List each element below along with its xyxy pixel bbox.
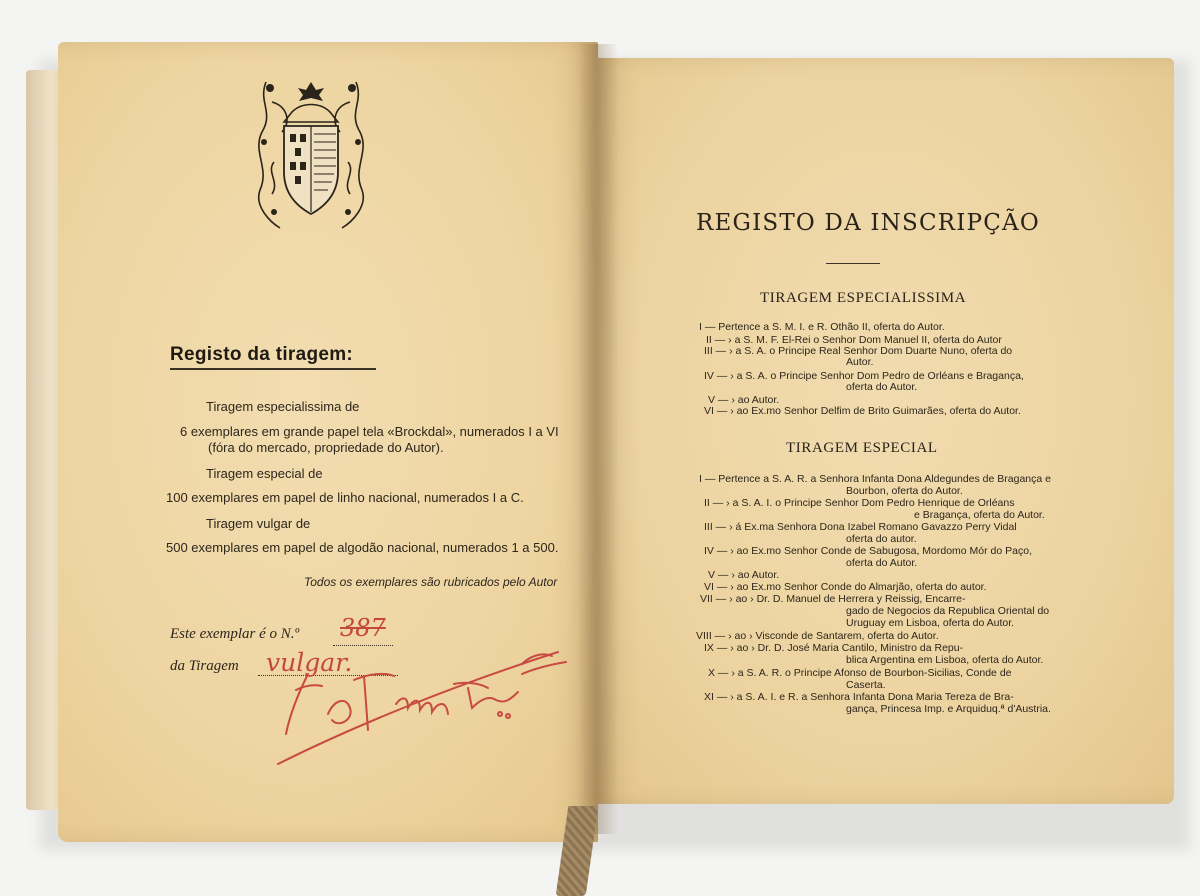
- tiragem-vulgar-detail: 500 exemplares em papel de algodão nacional, numerados 1 a 500.: [166, 540, 559, 555]
- rubric-note: Todos os exemplares são rubricados pelo Autor: [304, 575, 558, 589]
- especial-row-5: V — › ao Autor.: [708, 569, 780, 581]
- coat-of-arms-illustration: [252, 72, 370, 230]
- especial-row-10: X — › a S. A. R. o Principe Afonso de Bourbon-Sicilias, Conde de: [708, 667, 1012, 679]
- tiragem-especialissima-label: Tiragem especialissima de: [206, 399, 360, 414]
- especial-row-4: IV — › ao Ex.mo Senhor Conde de Sabugosa, Mordomo Mór do Paço,: [704, 545, 1033, 557]
- title-separator: [826, 263, 880, 264]
- especial-row-1: I — Pertence a S. A. R. a Senhora Infanta Dona Aldegundes de Bragança e: [699, 473, 1051, 485]
- tiragem-handwritten: vulgar.: [266, 648, 353, 677]
- tiragem-especial-detail: 100 exemplares em papel de linho nacional, numerados I a C.: [166, 490, 524, 505]
- copy-number-label: Este exemplar é o N.º: [170, 626, 300, 642]
- especial-row-1b: Bourbon, oferta do Autor.: [846, 485, 963, 497]
- book-spine: [578, 44, 618, 834]
- especial-row-3: III — › á Ex.ma Senhora Dona Izabel Romano Gavazzo Perry Vidal: [704, 521, 1017, 533]
- especial-row-2: II — › a S. A. I. o Principe Senhor Dom Pedro Henrique de Orléans: [704, 497, 1015, 509]
- especial-row-7b: gado de Negocios da Republica Oriental do: [846, 605, 1050, 617]
- especialissima-row-1: I — Pertence a S. M. I. e R. Othão II, oferta do Autor.: [699, 321, 945, 333]
- section-especialissima-title: TIRAGEM ESPECIALISSIMA: [760, 290, 967, 306]
- especialissima-row-4b: oferta do Autor.: [846, 381, 918, 393]
- especial-row-4b: oferta do Autor.: [846, 557, 918, 569]
- section-especial-title: TIRAGEM ESPECIAL: [786, 440, 938, 456]
- especial-row-3b: oferta do autor.: [846, 533, 917, 545]
- tiragem-label: da Tiragem: [170, 658, 239, 674]
- left-heading: Registo da tiragem:: [170, 344, 354, 365]
- especial-row-9b: blica Argentina em Lisboa, oferta do Autor.: [846, 654, 1044, 666]
- especialissima-row-6: VI — › ao Ex.mo Senhor Delfim de Brito Guimarães, oferta do Autor.: [704, 405, 1021, 417]
- tiragem-especialissima-note: (fóra do mercado, propriedade do Autor).: [208, 440, 444, 455]
- especial-row-2b: e Bragança, oferta do Autor.: [914, 509, 1045, 521]
- right-page-title: REGISTO DA INSCRIPÇÃO: [696, 210, 1040, 236]
- tiragem-vulgar-label: Tiragem vulgar de: [206, 516, 311, 531]
- especialissima-row-3: III — › a S. A. o Principe Real Senhor Dom Duarte Nuno, oferta do: [704, 345, 1013, 357]
- especial-row-10b: Caserta.: [846, 679, 886, 691]
- especialissima-row-3b: Autor.: [846, 356, 874, 368]
- especial-row-11: XI — › a S. A. I. e R. a Senhora Infanta Dona Maria Tereza de Bra-: [704, 691, 1014, 703]
- especial-row-11b: gança, Princesa Imp. e Arquiduq.ª d'Austria.: [846, 703, 1051, 715]
- especialissima-row-4: IV — › a S. A. o Principe Senhor Dom Pedro de Orléans e Bragança,: [704, 370, 1024, 382]
- especialissima-row-2: II — › a S. M. F. El-Rei o Senhor Dom Manuel II, oferta do Autor: [706, 334, 1002, 346]
- especial-row-6: VI — › ao Ex.mo Senhor Conde do Almarjão, oferta do autor.: [704, 581, 987, 593]
- especialissima-row-5: V — › ao Autor.: [708, 394, 780, 406]
- tiragem-especial-label: Tiragem especial de: [206, 466, 323, 481]
- tiragem-especialissima-detail: 6 exemplares em grande papel tela «Brockdal», numerados I a VI: [180, 424, 559, 439]
- especial-row-8: VIII — › ao › Visconde de Santarem, oferta do Autor.: [696, 630, 939, 642]
- especial-row-7c: Uruguay em Lisboa, oferta do Autor.: [846, 617, 1015, 629]
- especial-row-7: VII — › ao › Dr. D. Manuel de Herrera y Reissig, Encarre-: [700, 593, 966, 605]
- heading-underline: [170, 368, 376, 370]
- especial-row-9: IX — › ao › Dr. D. José Maria Cantilo, Ministro da Repu-: [704, 642, 964, 654]
- copy-number-handwritten: 387: [340, 614, 386, 642]
- author-signature: [268, 604, 568, 774]
